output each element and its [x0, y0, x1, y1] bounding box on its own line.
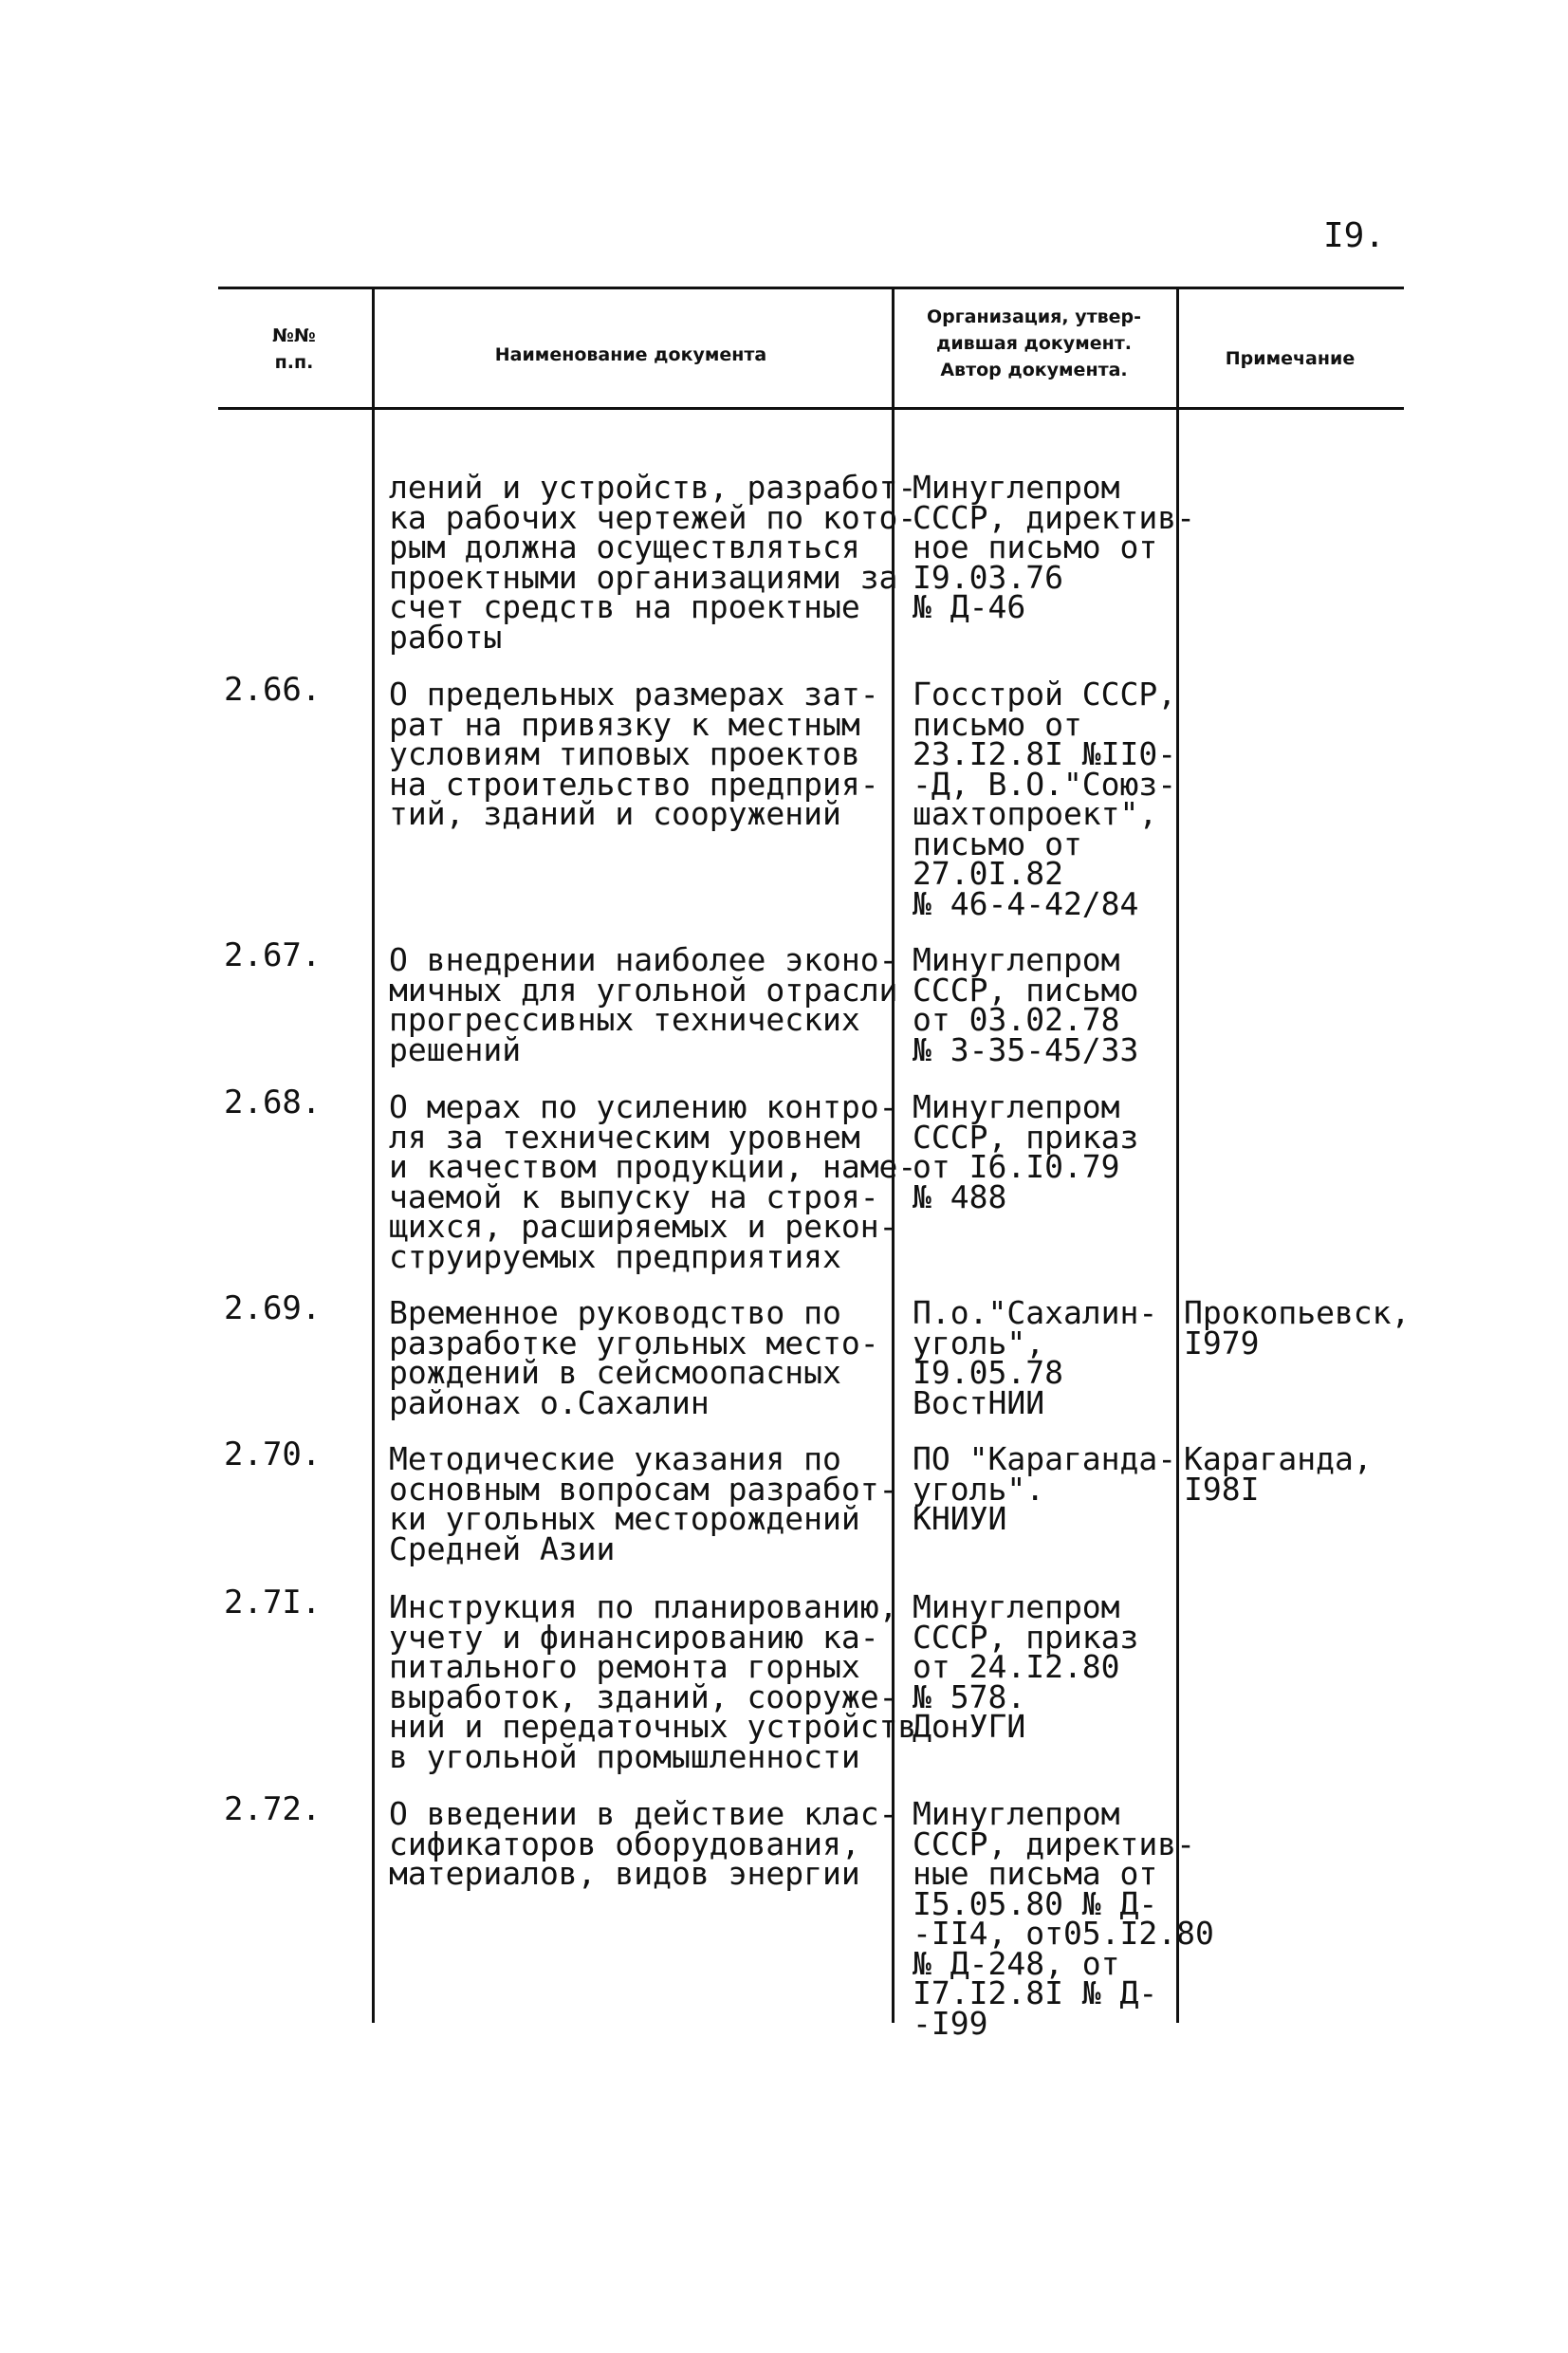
row-organization: Минуглепром СССР, директив- ные письма от I5.05.80 № Д- -II4, от05.I2.80 № Д-248, от I7.I2.8I № Д- -I99 — [913, 1795, 1214, 2042]
row-number: 2.67. — [224, 936, 322, 974]
row-number: 2.69. — [224, 1289, 322, 1327]
row-organization: Минуглепром СССР, приказ от I6.I0.79 № 488 — [913, 1088, 1139, 1215]
row-organization: Минуглепром СССР, приказ от 24.I2.80 № 578. ДонУГИ — [913, 1588, 1139, 1745]
row-note: Караганда, I98I — [1184, 1440, 1373, 1508]
row-organization: П.о."Сахалин- уголь", I9.05.78 ВостНИИ — [913, 1294, 1158, 1421]
row-name: О введении в действие клас- сификаторов оборудования, материалов, видов энергии — [389, 1795, 898, 1892]
row-name: Методические указания по основным вопросам разработ- ки угольных месторождений Средней Азии — [389, 1440, 898, 1567]
row-note: Прокопьевск, I979 — [1184, 1294, 1411, 1362]
column-divider-1 — [372, 287, 375, 2023]
row-organization: Госстрой СССР, письмо от 23.I2.8I №II0- -Д, В.О."Союз- шахтопроект", письмо от 27.0I.82 № 46-4-42/84 — [913, 676, 1177, 922]
page-number: I9. — [1323, 216, 1386, 255]
row-name: О внедрении наиболее эконо- мичных для угольной отрасли прогрессивных технических решений — [389, 941, 898, 1068]
header-col-name: Наименование документа — [494, 344, 767, 365]
row-name: лений и устройств, разработ- ка рабочих чертежей по кото- рым должна осуществляться проектными организациями за счет средств на проектные работы — [389, 469, 917, 656]
row-name: Инструкция по планированию, учету и финансированию ка- питального ремонта горных выработок, зданий, сооруже- ний и передаточных устройств в угольной промышленности — [389, 1588, 917, 1775]
table-top-rule — [218, 287, 1404, 289]
row-name: О предельных размерах зат- рат на привязку к местным условиям типовых проектов на строительство предприя- тий, зданий и сооружений — [389, 676, 879, 832]
row-organization: Минуглепром СССР, письмо от 03.02.78 № 3-35-45/33 — [913, 941, 1139, 1068]
row-name: О мерах по усилению контро- ля за техническим уровнем и качеством продукции, наме- чаемой к выпуску на строя- щихся, расширяемых и рекон- струируемых предприятиях — [389, 1088, 917, 1275]
row-number: 2.72. — [224, 1790, 322, 1828]
row-number: 2.7I. — [224, 1584, 322, 1621]
row-organization: ПО "Караганда- уголь". КНИУИ — [913, 1440, 1177, 1537]
row-organization: Минуглепром СССР, директив- ное письмо от I9.03.76 № Д-46 — [913, 469, 1196, 625]
row-number: 2.70. — [224, 1436, 322, 1473]
row-number: 2.68. — [224, 1084, 322, 1121]
header-col-number: №№ п.п. — [272, 325, 316, 373]
header-col-note: Примечание — [1225, 348, 1356, 369]
row-number: 2.66. — [224, 671, 322, 709]
header-bottom-rule — [218, 407, 1404, 410]
header-col-organization: Организация, утвер- дившая документ. Автор документа. — [926, 306, 1142, 380]
row-name: Временное руководство по разработке угольных место- рождений в сейсмоопасных районах о.Сахалин — [389, 1294, 879, 1421]
